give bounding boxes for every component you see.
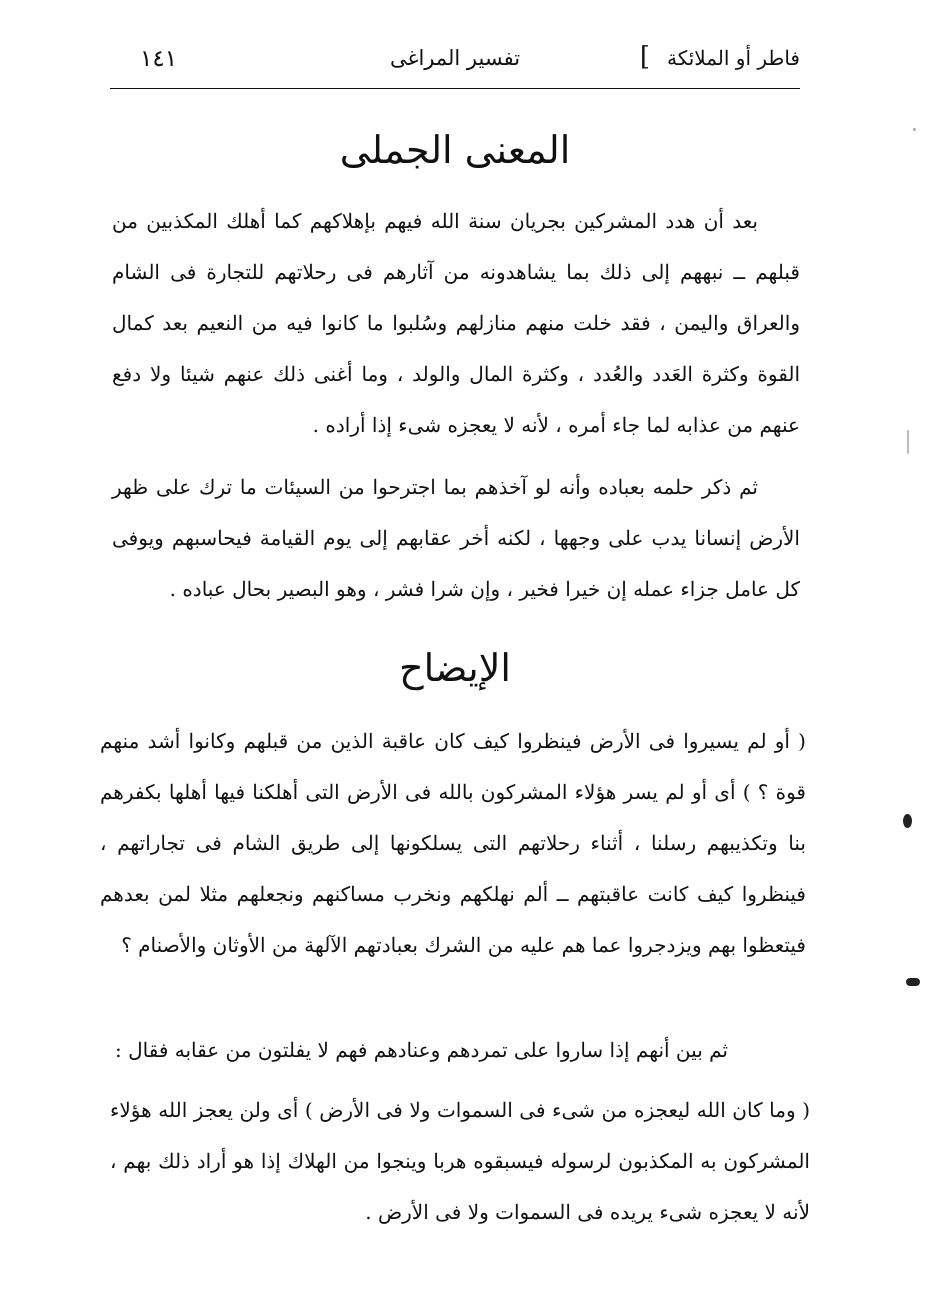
paragraph: بعد أن هدد المشركين بجريان سنة الله فيهم بإهلاكهم كما أهلك المكذبين من قبلهم ــ نبههم إلى ذلك بما يشاهدونه من آثارهم فى رحلاتهم للتجارة فى الشام والعراق واليمن ، فقد خلت منهم منازلهم وسُلبوا ما كانوا فيه من النعيم بعد كمال القوة وكثرة العَدد والعُدد ، وكثرة المال والولد ، وما أغنى ذلك عنهم شيئا ولا دفع عنهم من عذابه لما جاء أمره ، لأنه لا يعجزه شىء إذا أراده . [112,209,801,437]
book-title: تفسير المراغى [389,46,521,70]
header-rule [110,88,800,89]
paragraph: ( وما كان الله ليعجزه من شىء فى السموات ولا فى الأرض ) أى ولن يعجز الله هؤلاء المشركون به المكذبون لرسوله فيسبقوه هربا وينجوا من الهلاك إذا هو أراد ذلك بهم ، لأنه لا يعجزه شىء يريده فى السموات ولا فى الأرض . [110,1098,810,1224]
paragraph: ثم بين أنهم إذا ساروا على تمردهم وعنادهم فهم لا يفلتون من عقابه فقال : [114,1038,728,1062]
scan-speck [903,814,912,828]
header-bracket: ] [639,42,650,72]
paragraph: ثم ذكر حلمه بعباده وأنه لو آخذهم بما اجترحوا من السيئات ما ترك على ظهر الأرض إنسانا يدب على وجهها ، لكنه أخر عقابهم إلى يوم القيامة فيحاسبهم ويوفى كل عامل جزاء عمله إن خيرا فخير ، وإن شرا فشر ، وهو البصير بحال عباده . [112,475,800,601]
scan-speck [913,128,916,131]
section-title-explanation: الإيضاح [399,646,511,690]
page-number: ١٤١ [140,46,178,72]
paragraph: ( أو لم يسيروا فى الأرض فينظروا كيف كان عاقبة الذين من قبلهم وكانوا أشد منهم قوة ؟ ) أى أو لم يسر هؤلاء المشركون بالله فى الأرض التى أهلكنا فيها أهلها بكفرهم بنا وتكذيبهم رسلنا ، أثناء رحلاتهم التى يسلكونها إلى طريق الشام فى تجاراتهم ، فينظروا كيف كانت عاقبتهم ــ ألم نهلكهم ونخرب مساكنهم ونجعلهم مثلا لمن بعدهم فيتعظوا بهم ويزدجروا عما هم عليه من الشرك بعبادتهم الآلهة من الأوثان والأصنام ؟ [100,729,806,957]
running-header [110,36,800,88]
scan-speck [907,430,909,454]
surah-name: فاطر أو الملائكة [666,46,800,70]
section-title-general-meaning: المعنى الجملى [339,128,571,172]
scan-speck [906,978,920,986]
